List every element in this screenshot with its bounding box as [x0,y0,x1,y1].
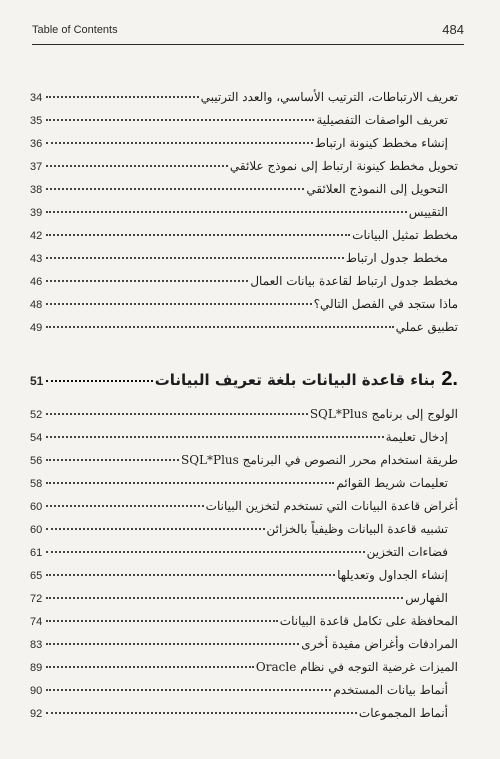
toc-entry[interactable] [30,430,458,450]
toc-page-number: 90 [30,685,43,697]
toc-entry[interactable] [30,228,458,248]
toc-entry-title: ماذا ستجد في الفصل التالي؟ [313,297,458,311]
toc-entry-title: تشبيه قاعدة البيانات وظيفياً بالخزائن [266,522,448,536]
dot-leader [46,528,265,530]
dot-leader [46,119,314,121]
toc-entry[interactable] [30,297,458,317]
toc-entry-title: أنماط بيانات المستخدم [333,683,448,697]
dot-leader [46,142,313,144]
toc-entry[interactable] [30,637,458,657]
toc-entry-title: المرادفات وأغراض مفيدة أخرى [301,637,458,651]
dot-leader [46,165,228,167]
dot-leader [46,689,331,691]
toc-entry-title: تطبيق عملي [395,320,458,334]
toc-entry[interactable] [30,182,458,202]
toc-entry[interactable] [30,522,458,542]
chapter-title: بناء قاعدة البيانات بلغة تعريف البيانات [154,371,436,389]
dot-leader [46,712,357,714]
toc-page-number: 83 [30,639,43,651]
dot-leader [46,551,365,553]
toc-entry-title: أنماط المجموعات [358,706,448,720]
toc-entry[interactable] [30,683,458,703]
dot-leader [46,280,248,282]
toc-entry[interactable] [30,113,458,133]
toc-page-number: 42 [30,230,43,242]
toc-page-number: 72 [30,593,43,605]
toc-entry[interactable] [30,591,458,611]
toc-entry[interactable] [30,568,458,588]
dot-leader [46,436,384,438]
toc-page-number: 92 [30,708,43,720]
dot-leader [46,257,344,259]
toc-entry-title: إنشاء الجداول وتعديلها [337,568,448,582]
toc-entry-title: أغراض قاعدة البيانات التي تستخدم لتخزين البيانات [205,499,458,513]
dot-leader [46,505,204,507]
dot-leader [46,597,403,599]
toc-entry[interactable] [30,476,458,496]
toc-page-number: 52 [30,409,43,421]
toc-entry-title: مخطط جدول ارتباط [345,251,448,265]
toc-entry[interactable] [30,251,458,271]
dot-leader [46,96,199,98]
toc-page-number: 89 [30,662,43,674]
toc-entry[interactable] [30,614,458,634]
toc-page-number: 61 [30,547,43,559]
dot-leader [46,380,153,382]
dot-leader [46,482,334,484]
toc-entry[interactable] [30,545,458,565]
toc-page-number: 54 [30,432,43,444]
dot-leader [46,303,312,305]
toc-entry-title: إدخال تعليمة [385,430,448,444]
toc-page-number: 58 [30,478,43,490]
toc-entry[interactable] [30,499,458,519]
dot-leader [46,234,350,236]
toc-entry[interactable] [30,706,458,726]
toc-page-number: 60 [30,524,43,536]
running-title: Table of Contents [32,24,118,36]
toc-page-number: 34 [30,92,43,104]
toc-entry-title: التحويل إلى النموذج العلائقي [306,182,448,196]
dot-leader [46,574,335,576]
toc-page-number: 74 [30,616,43,628]
toc-page-number: 48 [30,299,43,311]
dot-leader [46,666,254,668]
dot-leader [46,643,299,645]
dot-leader [46,188,304,190]
toc-entry-title: فضاءات التخزين [366,545,448,559]
dot-leader [46,211,407,213]
toc-entry-title: الولوج إلى برنامج SQL*Plus [309,407,458,421]
page-header [32,22,464,45]
toc-page-number: 60 [30,501,43,513]
toc-page-number: 38 [30,184,43,196]
toc-entry-title: طريقة استخدام محرر النصوص في البرنامج SQL*Plus [180,453,458,467]
toc-entry[interactable] [30,205,458,225]
toc-entry-title: الميزات غرضية التوجه في نظام Oracle [255,660,458,674]
toc-entry-title: تعريف الارتباطات، الترتيب الأساسي، والعدد الترتيبي [200,90,458,104]
toc-entry-title: الفهارس [405,591,448,605]
dot-leader [46,413,308,415]
toc-entry-title: مخطط تمثيل البيانات [352,228,458,242]
toc-entry[interactable] [30,453,458,473]
page-number: 484 [442,22,464,37]
toc-page-number: 56 [30,455,43,467]
toc-entry-title: مخطط جدول ارتباط لقاعدة بيانات العمال [250,274,458,288]
toc-entry[interactable] [30,274,458,294]
toc-entry-title: تعريف الواصفات التفصيلية [316,113,448,127]
chapter-heading[interactable] [30,368,458,394]
toc-entry-title: إنشاء مخطط كينونة ارتباط [314,136,448,150]
chapter-number: 2. [441,368,458,390]
toc-entry[interactable] [30,407,458,427]
toc-entry[interactable] [30,136,458,156]
toc-entry[interactable] [30,90,458,110]
toc-page-number: 46 [30,276,43,288]
dot-leader [46,620,278,622]
dot-leader [46,326,394,328]
toc-page-number: 36 [30,138,43,150]
dot-leader [46,459,179,461]
toc-page-number: 39 [30,207,43,219]
toc-page-number: 43 [30,253,43,265]
toc-entry[interactable] [30,159,458,179]
toc-entry-title: تعليمات شريط القوائم [336,476,448,490]
toc-entry[interactable] [30,320,458,340]
toc-page-number: 35 [30,115,43,127]
toc-entry-title: المحافظة على تكامل قاعدة البيانات [279,614,458,628]
toc-page-number: 49 [30,322,43,334]
toc-page-number: 37 [30,161,43,173]
toc-page-number: 65 [30,570,43,582]
toc-entry-title: تحويل مخطط كينونة ارتباط إلى نموذج علائقي [229,159,458,173]
toc-entry-title: التقييس [408,205,448,219]
chapter-page-number: 51 [30,374,44,388]
toc-entry[interactable] [30,660,458,680]
